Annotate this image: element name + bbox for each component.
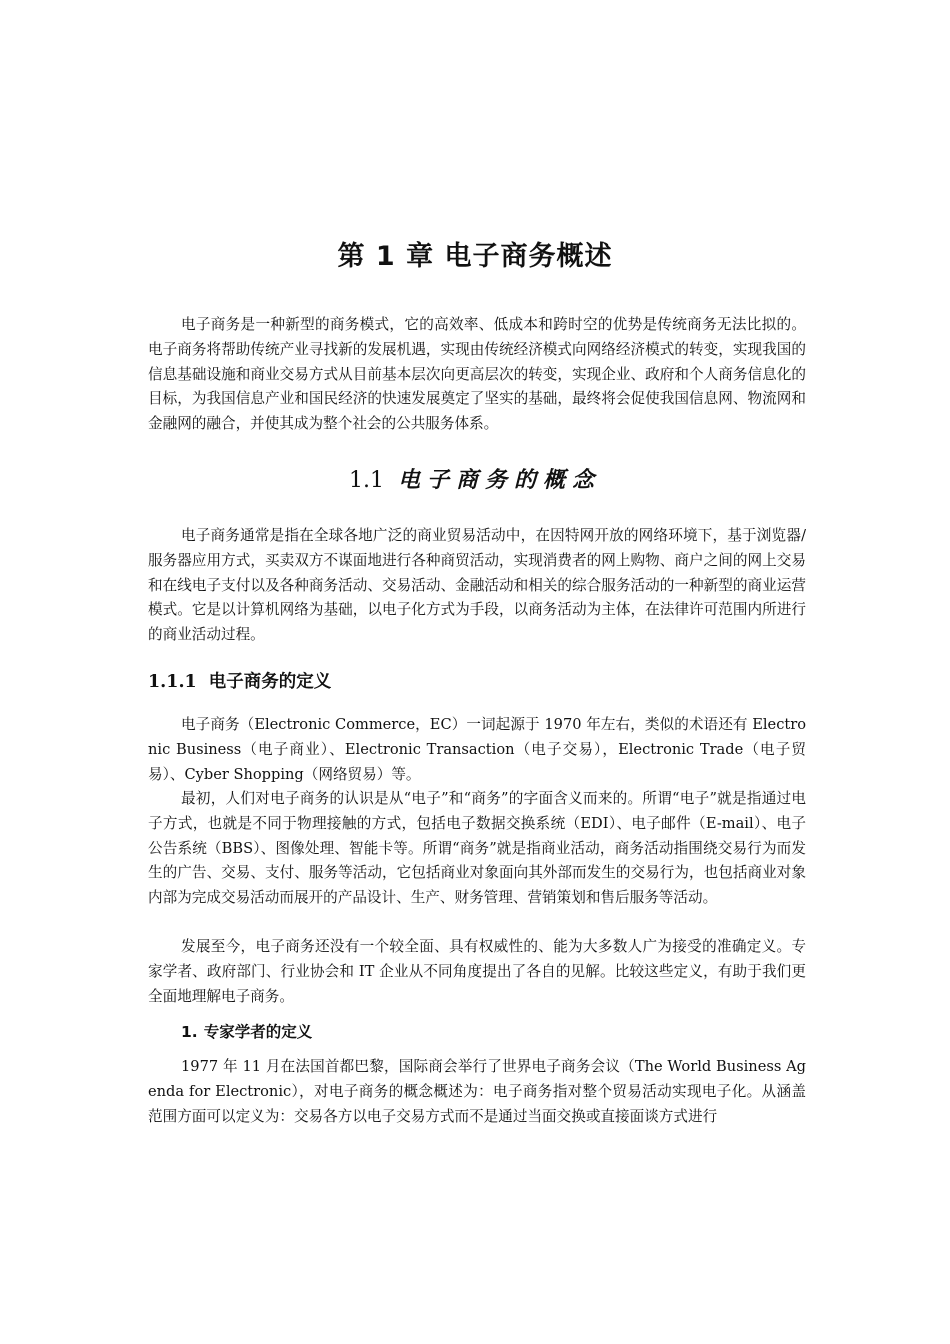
section-heading [0, 463, 950, 494]
definition-paragraph: 电子商务（Electronic Commerce，EC）一词起源于 1970 年左右，类似的术语还有 Electronic Business（电子商业）、Electronic Transaction（电子交易），Electronic Trade（电子贸易）、Cyber Shopping（网络贸易）等。 [148, 716, 806, 783]
subsection-number: 1.1.1 [148, 672, 197, 692]
point-number: 1. [181, 1023, 198, 1041]
section-paragraph: 电子商务通常是指在全球各地广泛的商业贸易活动中，在因特网开放的网络环境下，基于浏览器/服务器应用方式，买卖双方不谋面地进行各种商贸活动，实现消费者的网上购物、商户之间的网上交易和在线电子支付以及各种商务活动、交易活动、金融活动和相关的综合服务活动的一种新型的商业运营模式。它是以计算机网络为基础，以电子化方式为手段，以商务活动为主体，在法律许可范围内所进行的商业活动过程。 [148, 527, 806, 644]
section-number: 1.1 [348, 468, 384, 493]
point-title-text: 专家学者的定义 [203, 1023, 313, 1041]
subsection-heading [148, 668, 331, 693]
definition-paragraph: 最初，人们对电子商务的认识是从“电子”和“商务”的字面含义而来的。所谓“电子”就是指通过电子方式，也就是不同于物理接触的方式，包括电子数据交换系统（EDI）、电子邮件（E-mail）、电子公告系统（BBS）、图像处理、智能卡等。所谓“商务”就是指商业活动，商务活动指围绕交易行为而发生的广告、交易、支付、服务等活动，它包括商业对象面向其外部而发生的交易行为，也包括商业对象内部为完成交易活动而展开的产品设计、生产、财务管理、营销策划和售后服务等活动。 [148, 790, 806, 907]
definition-paragraph: 发展至今，电子商务还没有一个较全面、具有权威性的、能为大多数人广为接受的准确定义。专家学者、政府部门、行业协会和 IT 企业从不同角度提出了各自的见解。比较这些定义，有助于我们更全面地理解电子商务。 [148, 938, 806, 1005]
chapter-title: 第 1 章 电子商务概述 [337, 241, 613, 272]
point-heading [181, 1020, 312, 1042]
expert-definition-paragraph: 1977 年 11 月在法国首都巴黎，国际商会举行了世界电子商务会议（The World Business Agenda for Electronic），对电子商务的概念概述为：电子商务指对整个贸易活动实现电子化。从涵盖范围方面可以定义为：交易各方以电子交易方式而不是通过当面交换或直接面谈方式进行 [148, 1058, 806, 1125]
intro-paragraph: 电子商务是一种新型的商务模式，它的高效率、低成本和跨时空的优势是传统商务无法比拟的。电子商务将帮助传统产业寻找新的发展机遇，实现由传统经济模式向网络经济模式的转变，实现我国的信息基础设施和商业交易方式从目前基本层次向更高层次的转变，实现企业、政府和个人商务信息化的目标，为我国信息产业和国民经济的快速发展奠定了坚实的基础，最终将会促使我国信息网、物流网和金融网的融合，并使其成为整个社会的公共服务体系。 [148, 316, 806, 433]
section-title-text: 电子商务的概念 [397, 467, 601, 493]
subsection-title-text: 电子商务的定义 [208, 672, 332, 692]
